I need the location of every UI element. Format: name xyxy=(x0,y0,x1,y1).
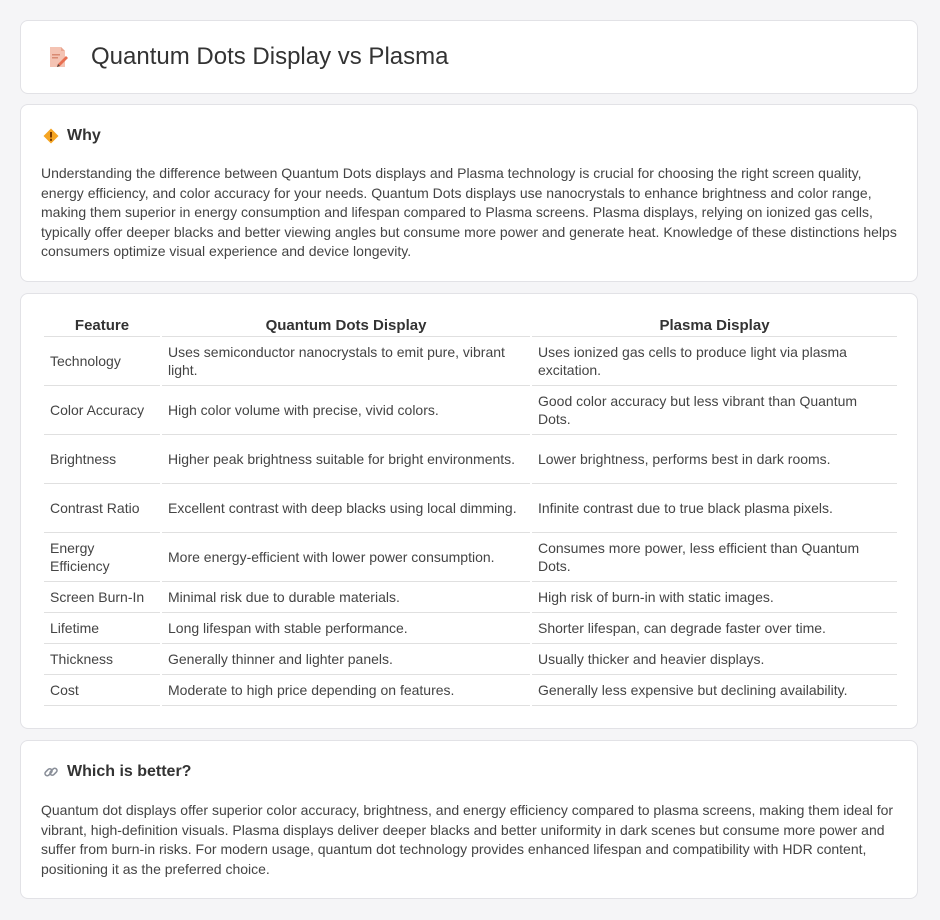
plasma-cell: Consumes more power, less efficient than Quantum Dots. xyxy=(532,533,897,582)
header-plasma: Plasma Display xyxy=(532,314,897,337)
feature-cell: Lifetime xyxy=(44,613,160,644)
plasma-cell: Generally less expensive but declining availability. xyxy=(532,675,897,706)
diamond-warning-icon xyxy=(43,128,59,144)
title-card xyxy=(20,20,918,94)
table-row xyxy=(44,337,897,386)
link-icon xyxy=(43,764,59,780)
table-row xyxy=(44,582,897,613)
quantum-dots-cell: Moderate to high price depending on features. xyxy=(162,675,530,706)
feature-cell: Thickness xyxy=(44,644,160,675)
table-row xyxy=(44,533,897,582)
which-is-better-title: Which is better? xyxy=(67,763,192,780)
why-text: Understanding the difference between Quantum Dots displays and Plasma technology is crucial for choosing the right screen quality, energy efficiency, and color accuracy for your needs. Quantum Dots displays use nanocrystals to enhance brightness and color range, making them superior in energy consumption and lifespan compared to Plasma screens. Plasma displays, relying on ionized gas cells, typically offer deeper blacks and better viewing angles but consume more power and generate heat. Knowledge of these distinctions helps consumers optimize visual experience and device longevity. xyxy=(41,165,897,259)
feature-cell: Color Accuracy xyxy=(44,386,160,435)
table-row xyxy=(44,386,897,435)
plasma-cell: Infinite contrast due to true black plasma pixels. xyxy=(532,484,897,533)
document-edit-icon xyxy=(47,46,69,68)
feature-cell: Brightness xyxy=(44,435,160,484)
quantum-dots-cell: Generally thinner and lighter panels. xyxy=(162,644,530,675)
feature-cell: Energy Efficiency xyxy=(44,533,160,582)
quantum-dots-cell: Uses semiconductor nanocrystals to emit pure, vibrant light. xyxy=(162,337,530,386)
header-quantum-dots: Quantum Dots Display xyxy=(162,314,530,337)
feature-cell: Cost xyxy=(44,675,160,706)
feature-cell: Technology xyxy=(44,337,160,386)
table-row xyxy=(44,644,897,675)
table-row xyxy=(44,484,897,533)
feature-cell: Contrast Ratio xyxy=(44,484,160,533)
quantum-dots-cell: Excellent contrast with deep blacks using local dimming. xyxy=(162,484,530,533)
header-feature: Feature xyxy=(44,314,160,337)
plasma-cell: Lower brightness, performs best in dark rooms. xyxy=(532,435,897,484)
which-is-better-section xyxy=(20,740,918,899)
feature-cell: Screen Burn-In xyxy=(44,582,160,613)
which-is-better-text: Quantum dot displays offer superior color accuracy, brightness, and energy efficiency compared to plasma screens, making them ideal for vibrant, high-definition visuals. Plasma displays deliver deeper blacks and better uniformity in dark scenes but consume more power and suffer from burn-in risks. For modern usage, quantum dot technology provides enhanced lifespan and compatibility with HDR content, positioning it as the preferred choice. xyxy=(41,802,894,877)
comparison-table xyxy=(42,314,899,706)
plasma-cell: Usually thicker and heavier displays. xyxy=(532,644,897,675)
why-title: Why xyxy=(67,127,101,144)
table-row xyxy=(44,435,897,484)
table-row xyxy=(44,613,897,644)
table-row xyxy=(44,675,897,706)
page-title: Quantum Dots Display vs Plasma xyxy=(91,43,449,70)
comparison-table-card xyxy=(20,293,918,729)
plasma-cell: Good color accuracy but less vibrant than Quantum Dots. xyxy=(532,386,897,435)
plasma-cell: High risk of burn-in with static images. xyxy=(532,582,897,613)
quantum-dots-cell: High color volume with precise, vivid colors. xyxy=(162,386,530,435)
quantum-dots-cell: Minimal risk due to durable materials. xyxy=(162,582,530,613)
plasma-cell: Shorter lifespan, can degrade faster over time. xyxy=(532,613,897,644)
plasma-cell: Uses ionized gas cells to produce light via plasma excitation. xyxy=(532,337,897,386)
why-section xyxy=(20,104,918,282)
quantum-dots-cell: Long lifespan with stable performance. xyxy=(162,613,530,644)
quantum-dots-cell: Higher peak brightness suitable for bright environments. xyxy=(162,435,530,484)
quantum-dots-cell: More energy-efficient with lower power consumption. xyxy=(162,533,530,582)
